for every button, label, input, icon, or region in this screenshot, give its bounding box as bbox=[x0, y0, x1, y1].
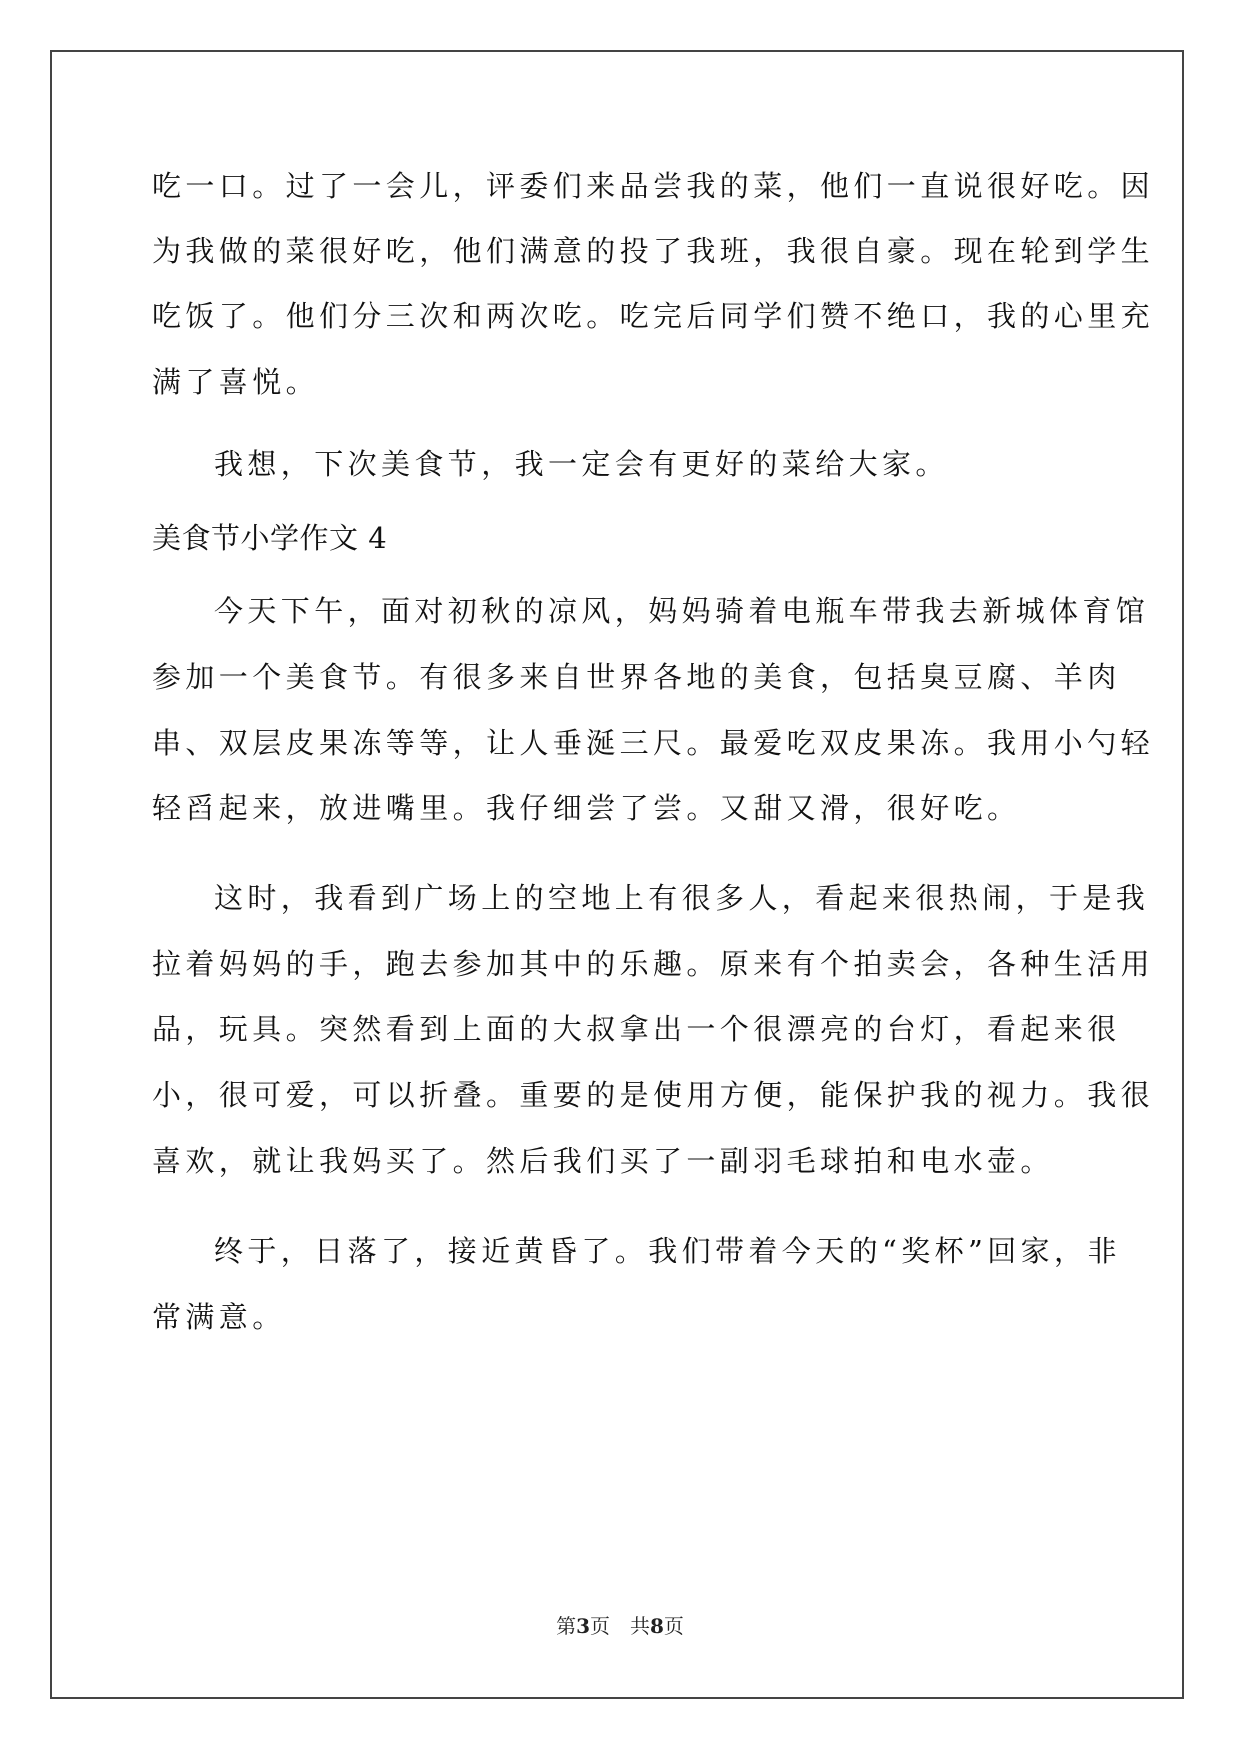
paragraph-line: 为我做的菜很好吃，他们满意的投了我班，我很自豪。现在轮到学生 bbox=[152, 234, 1155, 268]
page-suffix: 页 bbox=[663, 1614, 684, 1638]
paragraph-line: 终于，日落了，接近黄昏了。我们带着今天的“奖杯”回家，非 bbox=[214, 1234, 1121, 1268]
paragraph-line: 串、双层皮果冻等等，让人垂涎三尺。最爱吃双皮果冻。我用小勺轻 bbox=[152, 726, 1155, 760]
current-page-number: 3 bbox=[576, 1614, 590, 1638]
paragraph-line: 拉着妈妈的手，跑去参加其中的乐趣。原来有个拍卖会，各种生活用 bbox=[152, 947, 1155, 981]
paragraph-line: 我想，下次美食节，我一定会有更好的菜给大家。 bbox=[214, 447, 949, 481]
paragraph-line: 吃饭了。他们分三次和两次吃。吃完后同学们赞不绝口，我的心里充 bbox=[152, 299, 1155, 333]
total-page-number: 8 bbox=[650, 1614, 664, 1638]
paragraph-line: 今天下午，面对初秋的凉风，妈妈骑着电瓶车带我去新城体育馆 bbox=[214, 594, 1150, 628]
section-heading: 美食节小学作文 4 bbox=[152, 521, 388, 555]
paragraph-line: 参加一个美食节。有很多来自世界各地的美食，包括臭豆腐、羊肉 bbox=[152, 660, 1121, 694]
paragraph-line: 小，很可爱，可以折叠。重要的是使用方便，能保护我的视力。我很 bbox=[152, 1078, 1155, 1112]
paragraph-line: 吃一口。过了一会儿，评委们来品尝我的菜，他们一直说很好吃。因 bbox=[152, 169, 1155, 203]
paragraph-line: 品，玩具。突然看到上面的大叔拿出一个很漂亮的台灯，看起来很 bbox=[152, 1012, 1121, 1046]
page-middle-text: 页 共 bbox=[590, 1614, 650, 1638]
paragraph-line: 常满意。 bbox=[152, 1300, 286, 1334]
page-prefix: 第 bbox=[556, 1614, 577, 1638]
paragraph-line: 满了喜悦。 bbox=[152, 365, 320, 399]
paragraph-line: 这时，我看到广场上的空地上有很多人，看起来很热闹，于是我 bbox=[214, 881, 1150, 915]
page-number-footer bbox=[0, 1610, 1240, 1639]
paragraph-line: 轻舀起来，放进嘴里。我仔细尝了尝。又甜又滑，很好吃。 bbox=[152, 791, 1021, 825]
paragraph-line: 喜欢，就让我妈买了。然后我们买了一副羽毛球拍和电水壶。 bbox=[152, 1144, 1054, 1178]
